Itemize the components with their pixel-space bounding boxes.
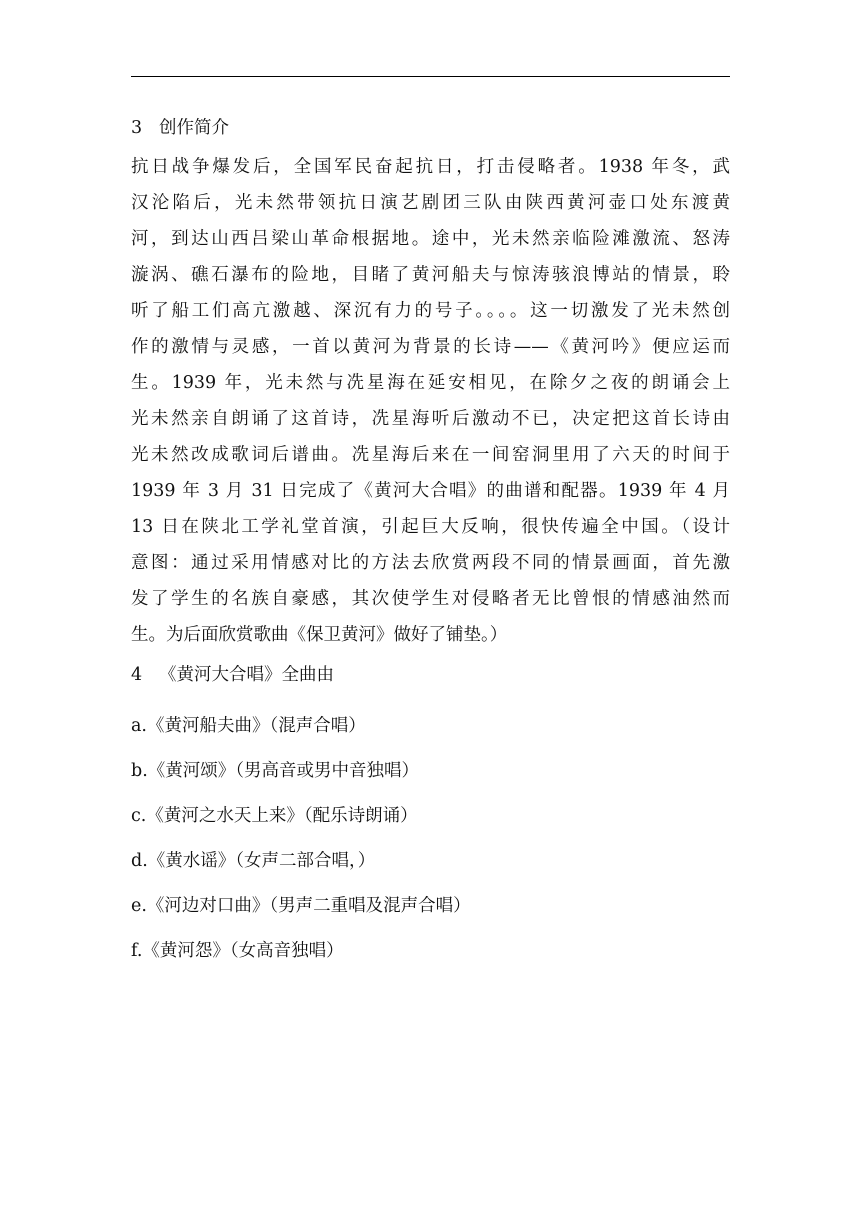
paragraph-line: 意图：通过采用情感对比的方法去欣赏两段不同的情景画面，首先激	[131, 553, 730, 573]
header-rule	[131, 76, 730, 77]
section-4-title: 《黄河大合唱》全曲由	[159, 665, 334, 685]
section-3-title: 创作简介	[159, 118, 229, 138]
paragraph-line: 作的激情与灵感，一首以黄河为背景的长诗——《黄河吟》便应运而	[131, 337, 730, 357]
movement-item: f.《黄河怨》（女高音独唱）	[131, 941, 344, 961]
paragraph-line: 生。为后面欣赏歌曲《保卫黄河》做好了铺垫。）	[131, 625, 508, 645]
paragraph-line: 13 日在陕北工学礼堂首演，引起巨大反响，很快传遍全中国。（设计	[131, 517, 730, 537]
movement-item: a.《黄河船夫曲》（混声合唱）	[131, 716, 366, 736]
section-3-heading	[131, 113, 730, 143]
paragraph-line: 听了船工们高亢激越、深沉有力的号子。。。。这一切激发了光未然创	[131, 301, 730, 321]
paragraph-line: 光未然亲自朗诵了这首诗，冼星海听后激动不已，决定把这首长诗由	[131, 409, 730, 429]
section-3-paragraph	[131, 149, 730, 653]
paragraph-line: 抗日战争爆发后，全国军民奋起抗日，打击侵略者。1938 年冬，武	[131, 157, 730, 177]
paragraph-line: 生。1939 年，光未然与冼星海在延安相见，在除夕之夜的朗诵会上	[131, 373, 730, 393]
paragraph-line: 漩涡、礁石瀑布的险地，目睹了黄河船夫与惊涛骇浪博站的情景，聆	[131, 265, 730, 285]
movement-item: b.《黄河颂》（男高音或男中音独唱）	[131, 761, 420, 781]
document-body	[131, 113, 730, 974]
paragraph-line: 光未然改成歌词后谱曲。冼星海后来在一间窑洞里用了六天的时间于	[131, 445, 730, 465]
paragraph-line: 河，到达山西吕梁山革命根据地。途中，光未然亲临险滩激流、怒涛	[131, 229, 730, 249]
section-4-heading	[131, 660, 730, 690]
paragraph-line: 1939 年 3 月 31 日完成了《黄河大合唱》的曲谱和配器。1939 年 4 月	[131, 481, 730, 501]
movement-item: c.《黄河之水天上来》（配乐诗朗诵）	[131, 806, 418, 826]
section-4-number: 4	[131, 665, 143, 685]
movement-item: e.《河边对口曲》（男声二重唱及混声合唱）	[131, 896, 471, 916]
paragraph-line: 发了学生的名族自豪感，其次使学生对侵略者无比曾恨的情感油然而	[131, 589, 730, 609]
movement-item: d.《黄水谣》（女声二部合唱，）	[131, 851, 376, 871]
section-3-number: 3	[131, 118, 143, 138]
movement-list	[131, 704, 730, 974]
paragraph-line: 汉沦陷后，光未然带领抗日演艺剧团三队由陕西黄河壶口处东渡黄	[131, 193, 730, 213]
